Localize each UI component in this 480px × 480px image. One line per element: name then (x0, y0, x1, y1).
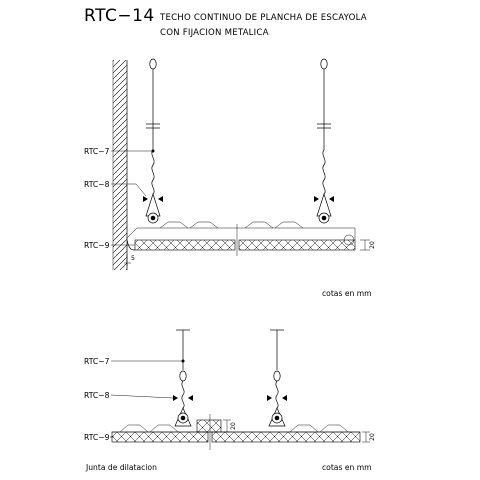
joint-cover-strip (197, 420, 221, 432)
wing-nut-right (282, 395, 287, 401)
plaster-panel-right (239, 240, 355, 250)
hanger-twisted-wire (276, 381, 278, 408)
wing-nut-left (143, 196, 148, 202)
lower-joint-detail (84, 330, 376, 472)
drawing-title-line-2: CON FIJACION METALICA (160, 28, 269, 38)
plaster-panel-left (112, 432, 208, 442)
hanger-left (143, 59, 163, 223)
units-note-upper: cotas en mm (322, 289, 372, 298)
wing-nut-left (314, 196, 319, 202)
hanger-twisted-wire (323, 150, 325, 194)
wing-nut-right (329, 196, 334, 202)
label-rtc9-lower: RTC−9 (84, 433, 110, 442)
dim-joint-value: 20 (230, 422, 237, 430)
wing-nut-right (188, 395, 193, 401)
upper-section-detail (84, 59, 376, 298)
wing-nut-left (173, 395, 178, 401)
label-rtc7-upper: RTC−7 (84, 147, 110, 156)
hanger-right-lower (267, 330, 287, 426)
plate-rib-profile (160, 222, 303, 228)
wall-hatch (113, 60, 127, 270)
hanger-left-lower (173, 330, 193, 426)
hanger-eye-loop (321, 59, 327, 69)
hanger-eye-loop (180, 371, 186, 381)
leader-dot (152, 150, 155, 153)
wing-nut-right (158, 196, 163, 202)
label-rtc8-lower: RTC−8 (84, 391, 110, 400)
wing-nut-left (267, 395, 272, 401)
hanger-twisted-wire (152, 150, 154, 194)
hanger-eye-loop (150, 59, 156, 69)
dim-thickness-value: 20 (369, 241, 376, 249)
hanger-eye-loop (274, 371, 280, 381)
dim-gap-value: 5 (131, 255, 135, 262)
drawing-title-line-1: TECHO CONTINUO DE PLANCHA DE ESCAYOLA (160, 13, 367, 23)
label-rtc7-lower: RTC−7 (84, 357, 110, 366)
units-note-lower: cotas en mm (322, 463, 372, 472)
plaster-panel-right (212, 432, 360, 442)
leader-rtc8-bend (136, 184, 146, 196)
hanger-clip-bolt (322, 216, 327, 221)
joint-caption: Junta de dilatacion (86, 463, 157, 472)
plate-top-edge (127, 228, 355, 240)
hanger-clip-bolt (275, 416, 280, 421)
dim-thickness-value: 20 (369, 433, 376, 441)
leader-dot (182, 360, 185, 363)
plaster-panel-left (135, 240, 235, 250)
label-rtc8-upper: RTC−8 (84, 180, 110, 189)
hanger-right (314, 59, 334, 223)
leader-rtc8 (111, 395, 173, 398)
hanger-twisted-wire (182, 381, 184, 408)
hanger-clip-bolt (151, 216, 156, 221)
hanger-clip-bolt (181, 416, 186, 421)
label-rtc9-upper: RTC−9 (84, 241, 110, 250)
drawing-code: RTC−14 (84, 6, 155, 26)
